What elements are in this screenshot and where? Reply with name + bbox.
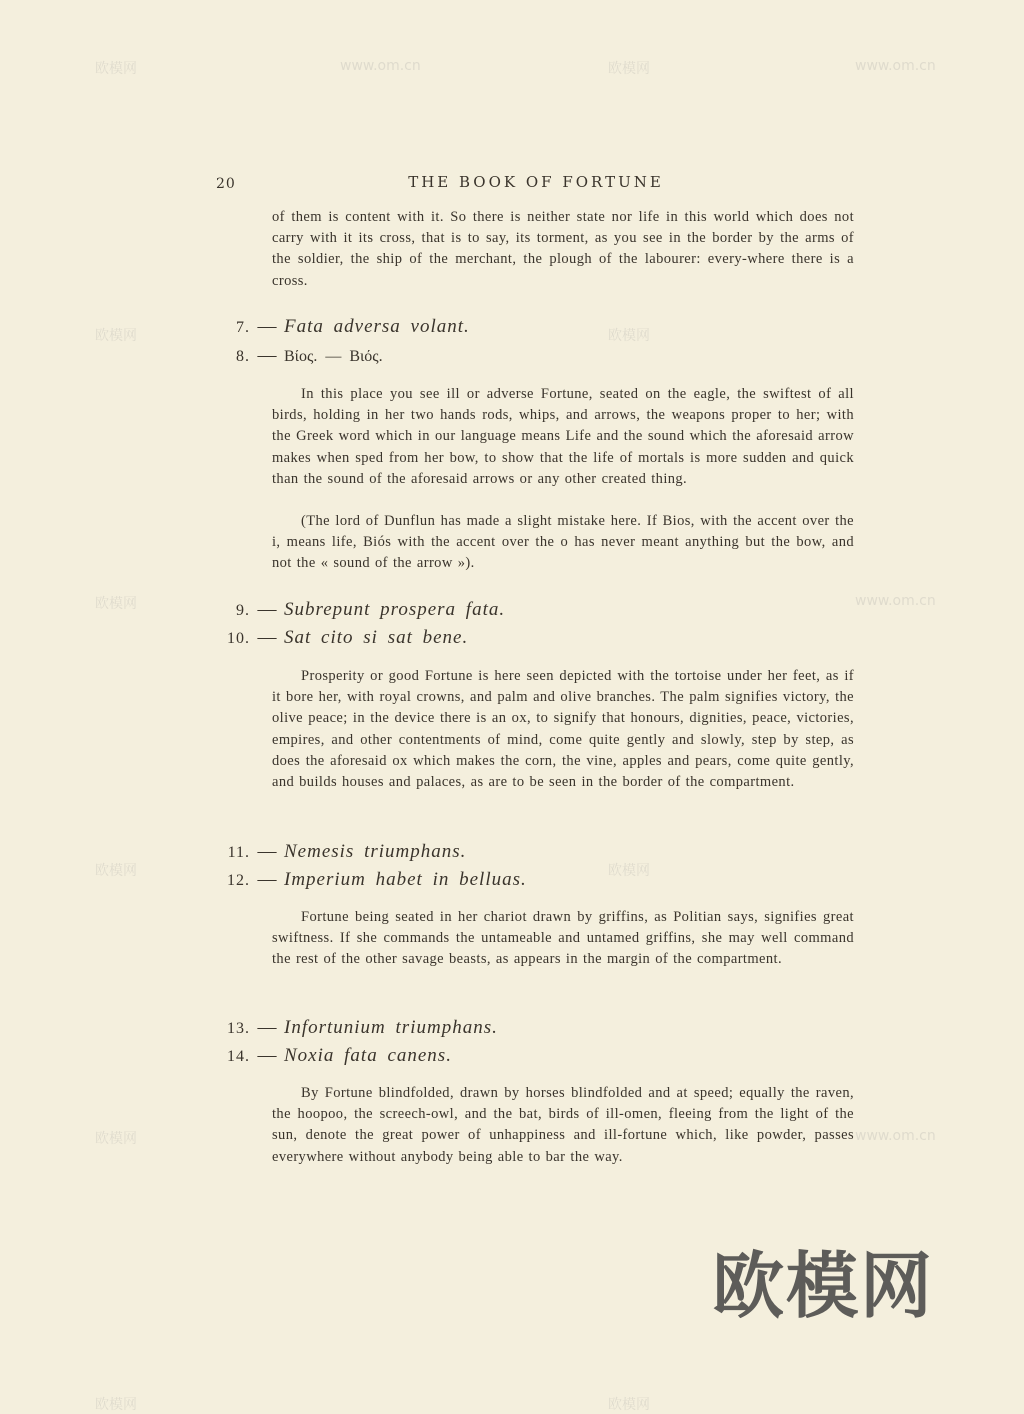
paragraph-intro: of them is content with it. So there is neither state nor life in this world which does not carry with it its cross, that is to say, its torment, as you see in the border by the arms of the soldier, the ship of the merchant, the plough of the labourer: every-where there is a cross. <box>272 209 854 289</box>
watermark-logo-faint: 欧模网 <box>95 1131 137 1147</box>
heading-motto: Subrepunt prospera fata. <box>284 599 506 620</box>
heading-motto: Fata adversa volant. <box>284 316 470 337</box>
heading-number: 13. <box>227 1020 250 1037</box>
heading-dash: — <box>257 869 277 890</box>
watermark-logo-faint: 欧模网 <box>95 863 137 879</box>
watermark-logo-faint: 欧模网 <box>95 1397 137 1413</box>
heading-8 <box>214 345 383 367</box>
heading-dash: — <box>257 1017 277 1038</box>
heading-number: 7. <box>236 319 250 336</box>
heading-11 <box>214 841 466 863</box>
heading-dash: — <box>257 1045 277 1066</box>
watermark-logo-faint: 欧模网 <box>95 61 137 77</box>
paragraph-prosperity: Prosperity or good Fortune is here seen depicted with the tortoise under her feet, as if it bore her, with royal crowns, and palm and olive branches. The palm signifies victory, the olive peace; in the device there is an ox, to signify that honours, dignities, peace, victories, empires, and other contentments of mind, come quite gently and slowly, step by step, as does the aforesaid ox which makes the corn, the vine, apples and pears, come quite gently, and builds houses and palaces, as are to be seen in the border of the compartment. <box>272 668 854 791</box>
heading-14 <box>214 1045 452 1067</box>
watermark-logo: 欧模网 <box>712 1244 935 1328</box>
heading-number: 8. <box>236 348 250 365</box>
paragraph-note: (The lord of Dunflun has made a slight mistake here. If Bios, with the accent over the i, means life, Biós with the accent over the o has never meant anything but the bow, and not the « sound of the arrow »). <box>272 513 854 572</box>
heading-motto: Sat cito si sat bene. <box>284 627 469 648</box>
heading-motto: Noxia fata canens. <box>284 1045 452 1066</box>
heading-number: 10. <box>227 630 250 647</box>
watermark-site-faint: www.om.cn <box>855 593 936 609</box>
watermark-site-faint: www.om.cn <box>340 58 421 74</box>
watermark-logo-faint: 欧模网 <box>608 863 650 879</box>
heading-motto: Infortunium triumphans. <box>284 1017 498 1038</box>
heading-10 <box>214 627 468 649</box>
heading-dash: — <box>257 841 277 862</box>
watermark-site-faint: www.om.cn <box>855 1128 936 1144</box>
heading-number: 12. <box>227 872 250 889</box>
heading-number: 14. <box>227 1048 250 1065</box>
heading-12 <box>214 869 527 891</box>
paragraph-adverse-fortune: In this place you see ill or adverse Fortune, seated on the eagle, the swiftest of all birds, holding in her two hands rods, whips, and arrows, the weapons proper to her; with the Greek word which in our language means Life and the sound which the aforesaid arrow makes when sped from her bow, to show that the life of mortals is more sudden and quick than the sound of the aforesaid arrows or any other created thing. <box>272 386 854 487</box>
heading-number: 11. <box>227 844 250 861</box>
paragraph-griffins: Fortune being seated in her chariot drawn by griffins, as Politian says, signifies great swiftness. If she commands the untameable and untamed griffins, she may well command the rest of the other savage beasts, as appears in the margin of the compartment. <box>272 909 854 968</box>
heading-13 <box>214 1017 498 1039</box>
heading-dash: — <box>257 345 277 366</box>
heading-dash: — <box>257 627 277 648</box>
watermark-logo-faint: 欧模网 <box>95 328 137 344</box>
paragraph-ill-fortune: By Fortune blindfolded, drawn by horses blindfolded and at speed; equally the raven, the hoopoo, the screech-owl, and the bat, birds of ill-omen, fleeing from the light of the sun, denote the great power of unhappiness and ill-fortune which, like powder, passes everywhere without anybody being able to bar the way. <box>272 1085 854 1165</box>
heading-dash: — <box>257 599 277 620</box>
heading-number: 9. <box>236 602 250 619</box>
heading-motto: Nemesis triumphans. <box>284 841 467 862</box>
heading-motto: Βίος. — Βιός. <box>284 348 383 365</box>
heading-motto: Imperium habet in belluas. <box>284 869 527 890</box>
heading-9 <box>214 599 505 621</box>
watermark-logo-faint: 欧模网 <box>608 1397 650 1413</box>
watermark-logo-faint: 欧模网 <box>608 328 650 344</box>
page-number: 20 <box>216 176 236 192</box>
watermark-logo-faint: 欧模网 <box>608 61 650 77</box>
running-head: THE BOOK OF FORTUNE <box>408 173 664 191</box>
heading-dash: — <box>257 316 277 337</box>
watermark-site-faint: www.om.cn <box>855 58 936 74</box>
heading-7 <box>214 316 470 338</box>
watermark-logo-faint: 欧模网 <box>95 596 137 612</box>
